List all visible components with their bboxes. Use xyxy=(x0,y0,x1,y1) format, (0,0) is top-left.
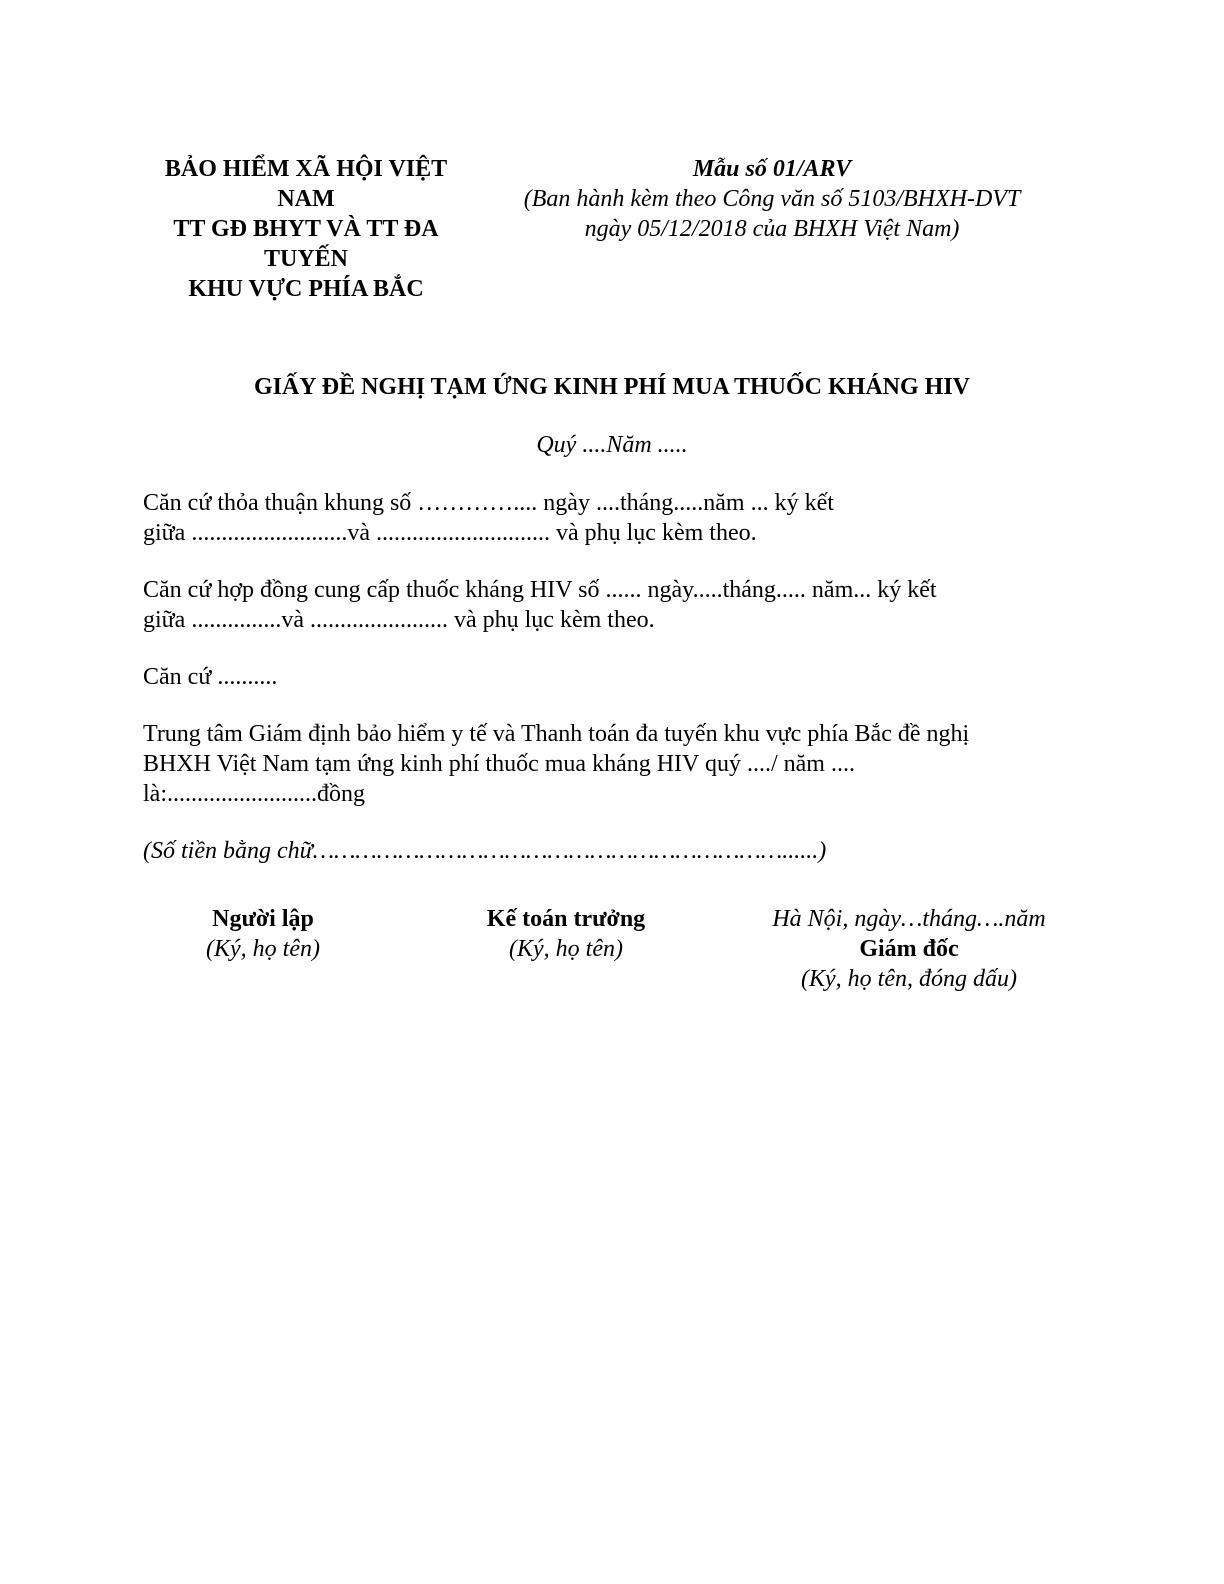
issued-line-2: ngày 05/12/2018 của BHXH Việt Nam) xyxy=(584,216,960,242)
amount-words-line: (Số tiền bằng chữ…………………………………………………………......) xyxy=(143,838,827,864)
signature-director xyxy=(744,904,1074,994)
period-line: Quý ....Năm ..... xyxy=(536,432,688,458)
preparer-note: (Ký, họ tên) xyxy=(206,936,320,962)
signature-chief-accountant xyxy=(446,904,686,964)
request-line-3: là:.........................đồng xyxy=(143,781,365,807)
place-date: Hà Nội, ngày…tháng….năm xyxy=(772,906,1046,932)
form-code: Mẫu số 01/ARV xyxy=(692,156,852,182)
issuing-agency xyxy=(140,154,472,304)
basis1-line-2: giữa ..........................và ............................. và phụ lục kèm theo. xyxy=(143,520,757,546)
document-title: GIẤY ĐỀ NGHỊ TẠM ỨNG KINH PHÍ MUA THUỐC KHÁNG HIV xyxy=(253,374,971,400)
director-role: Giám đốc xyxy=(859,936,959,962)
agency-line-2: TT GĐ BHYT VÀ TT ĐA TUYẾN xyxy=(173,216,439,272)
amount-in-words xyxy=(143,836,1063,866)
request-line-1: Trung tâm Giám định bảo hiểm y tế và Thanh toán đa tuyến khu vực phía Bắc đề nghị xyxy=(143,721,970,747)
accountant-note: (Ký, họ tên) xyxy=(509,936,623,962)
form-reference xyxy=(490,154,1054,244)
agency-line-1: BẢO HIỂM XÃ HỘI VIỆT NAM xyxy=(164,156,448,212)
basis3-line: Căn cứ .......... xyxy=(143,664,278,690)
basis1-line-1: Căn cứ thỏa thuận khung số ………….... ngày ....tháng.....năm ... ký kết xyxy=(143,490,834,516)
request-line-2: BHXH Việt Nam tạm ứng kinh phí thuốc mua kháng HIV quý ..../ năm .... xyxy=(143,751,855,777)
signature-preparer xyxy=(160,904,366,964)
director-note: (Ký, họ tên, đóng dấu) xyxy=(801,966,1017,992)
basis-other xyxy=(143,662,1063,692)
issued-line-1: (Ban hành kèm theo Công văn số 5103/BHXH-DVT xyxy=(523,186,1021,212)
agency-line-3: KHU VỰC PHÍA BẮC xyxy=(188,276,424,302)
basis-framework-agreement xyxy=(143,488,1063,548)
basis-supply-contract xyxy=(143,575,1063,635)
accountant-role: Kế toán trưởng xyxy=(486,906,646,932)
basis2-line-1: Căn cứ hợp đồng cung cấp thuốc kháng HIV số ...... ngày.....tháng..... năm... ký kết xyxy=(143,577,937,603)
request-paragraph xyxy=(143,719,1063,809)
basis2-line-2: giữa ...............và ....................... và phụ lục kèm theo. xyxy=(143,607,655,633)
preparer-role: Người lập xyxy=(212,906,314,932)
